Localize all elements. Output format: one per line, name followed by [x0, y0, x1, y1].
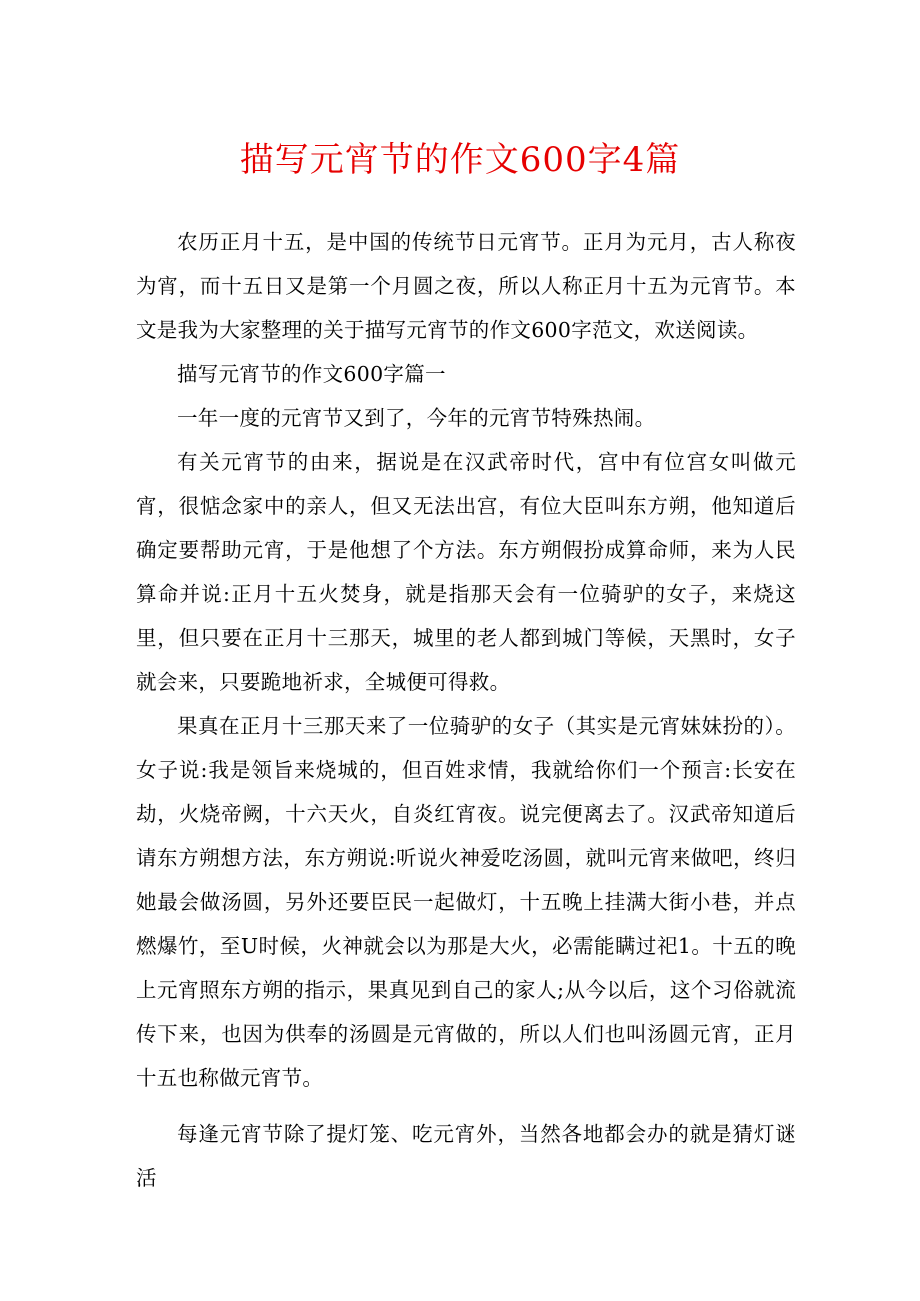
section-heading: 描写元宵节的作文600字篇一	[177, 362, 446, 386]
document-title: 描写元宵节的作文600字4篇	[239, 140, 681, 180]
body-paragraph: 果真在正月十三那天来了一位骑驴的女子（其实是元宵妹妹扮的）。女子说:我是领旨来烧城的，但百姓求情，我就给你们一个预言:长安在劫，火烧帝阙，十六天火，自炎红宵夜。说完便离去了。汉武帝知道后请东方朔想方法，东方朔说:听说火神爱吃汤圆，就叫元宵来做吧，终归她最会做汤圆，另外还要臣民一起做灯，十五晚上挂满大街小巷，并点燃爆竹，至U时候，火神就会以为那是大火，必需能瞒过祀1。十五的晚上元宵照东方朔的指示，果真见到自己的家人;从今以后，这个习俗就流传下来，也因为供奉的汤圆是元宵做的，所以人们也叫汤圆元宵，正月十五也称做元宵节。	[136, 714, 796, 1090]
body-paragraph: 每逢元宵节除了提灯笼、吃元宵外，当然各地都会办的就是猜灯谜活	[136, 1122, 796, 1190]
body-paragraph: 有关元宵节的由来，据说是在汉武帝时代，宫中有位宫女叫做元宵，很惦念家中的亲人，但又无法出宫，有位大臣叫东方朔，他知道后确定要帮助元宵，于是他想了个方法。东方朔假扮成算命师，来为人民算命并说:正月十五火焚身，就是指那天会有一位骑驴的女子，来烧这里，但只要在正月十三那天，城里的老人都到城门等候，天黑时，女子就会来，只要跪地祈求，全城便可得救。	[136, 450, 796, 694]
body-paragraph: 一年一度的元宵节又到了，今年的元宵节特殊热闹。	[177, 406, 656, 430]
intro-paragraph: 农历正月十五，是中国的传统节日元宵节。正月为元月，古人称夜为宵，而十五日又是第一个月圆之夜，所以人称正月十五为元宵节。本文是我为大家整理的关于描写元宵节的作文600字范文，欢送阅读。	[136, 230, 796, 342]
document-body	[136, 220, 796, 1200]
